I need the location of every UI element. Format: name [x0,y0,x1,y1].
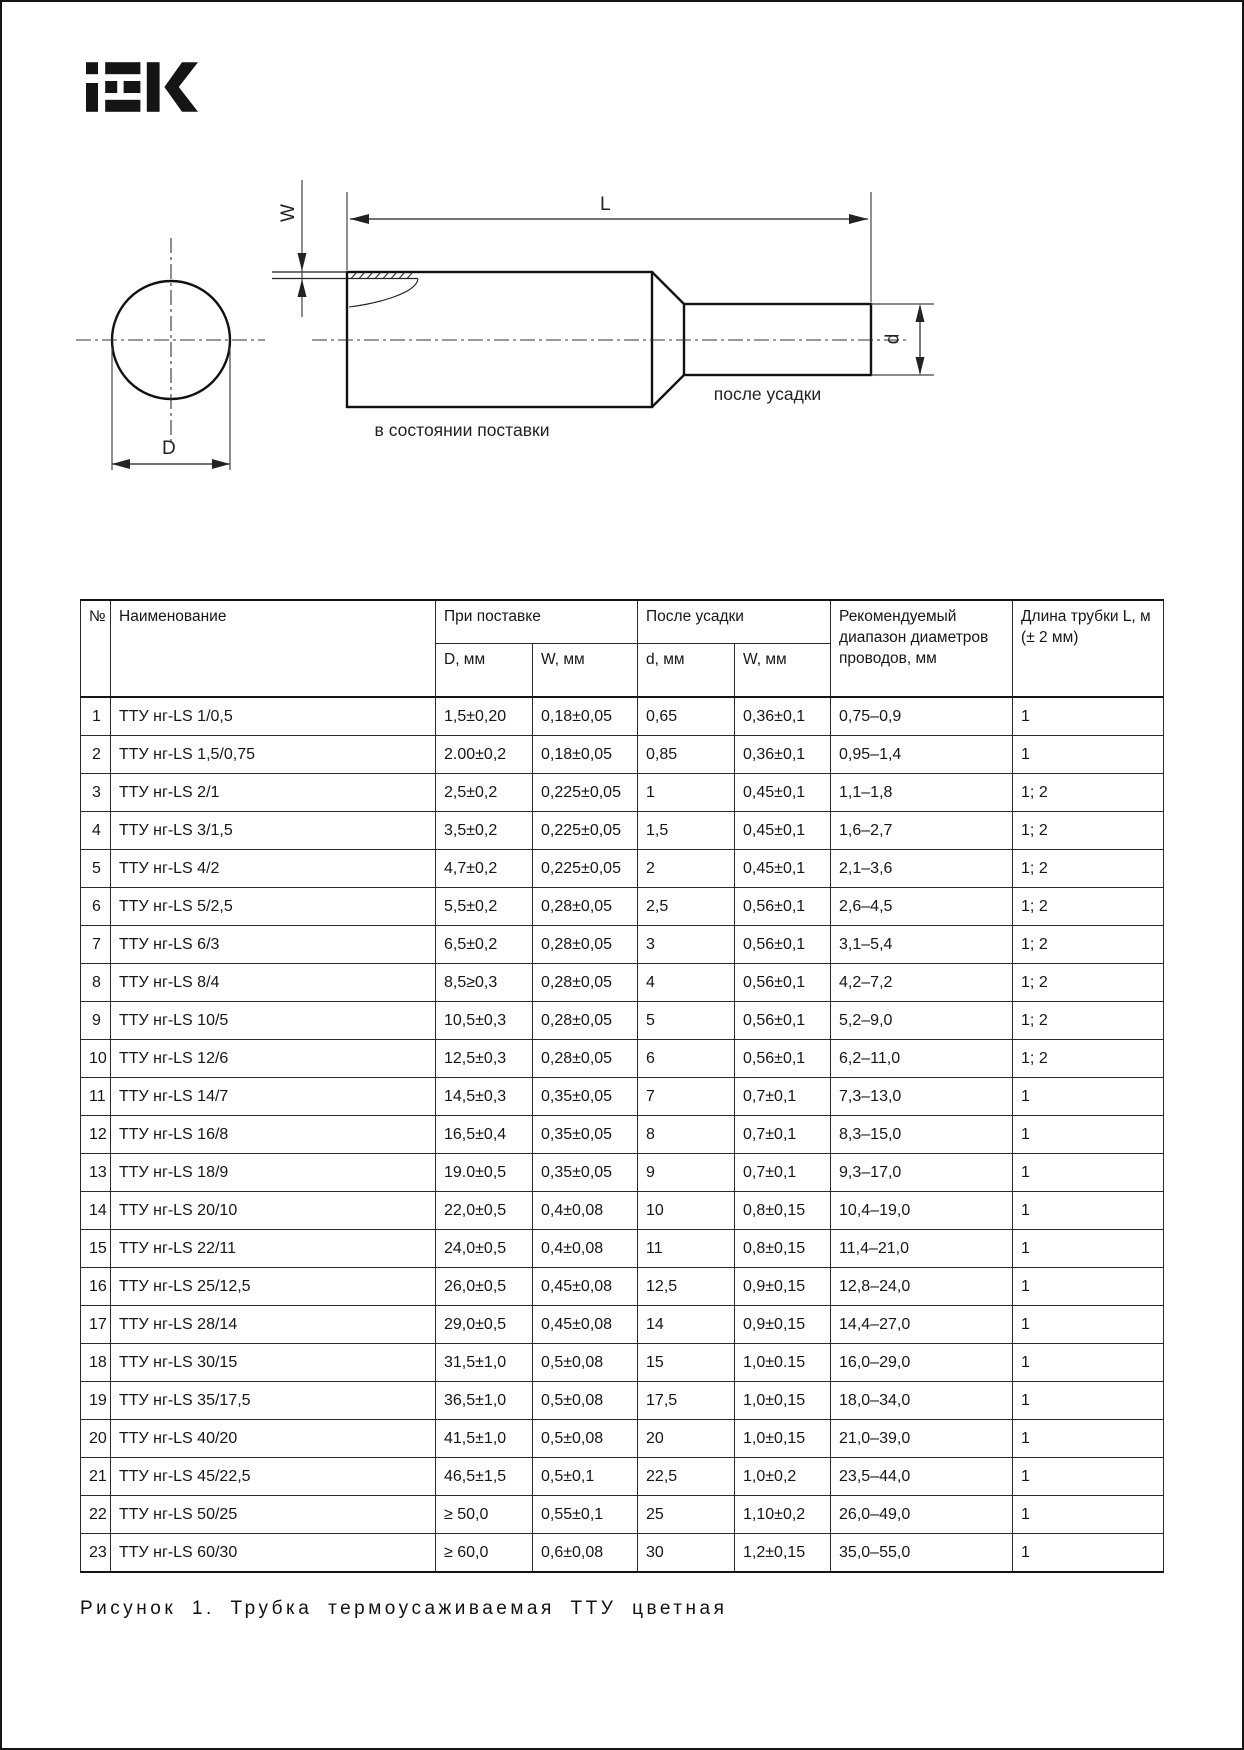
cell-W-after: 0,36±0,1 [735,736,831,774]
table-row [81,1458,1164,1496]
cell-num: 2 [81,736,111,774]
cell-D-delivery: 24,0±0,5 [436,1230,533,1268]
cell-num: 6 [81,888,111,926]
cell-range: 16,0–29,0 [831,1344,1013,1382]
cell-length: 1 [1013,1078,1164,1116]
cell-length: 1 [1013,1154,1164,1192]
cell-name: ТТУ нг-LS 1/0,5 [111,697,436,736]
cell-length: 1; 2 [1013,964,1164,1002]
cell-D-delivery: 31,5±1,0 [436,1344,533,1382]
cell-name: ТТУ нг-LS 18/9 [111,1154,436,1192]
cell-range: 12,8–24,0 [831,1268,1013,1306]
cell-length: 1 [1013,1382,1164,1420]
table-row [81,1192,1164,1230]
cell-d-after: 10 [638,1192,735,1230]
cell-num: 16 [81,1268,111,1306]
cell-d-after: 3 [638,926,735,964]
cell-W-delivery: 0,28±0,05 [533,964,638,1002]
cell-D-delivery: 10,5±0,3 [436,1002,533,1040]
cell-length: 1 [1013,1534,1164,1573]
table-row [81,697,1164,736]
cell-W-after: 0,56±0,1 [735,1002,831,1040]
cell-W-after: 0,8±0,15 [735,1230,831,1268]
cell-length: 1 [1013,1306,1164,1344]
cell-D-delivery: 8,5≥0,3 [436,964,533,1002]
table-row [81,1154,1164,1192]
cell-name: ТТУ нг-LS 25/12,5 [111,1268,436,1306]
cell-W-delivery: 0,45±0,08 [533,1268,638,1306]
cell-W-after: 0,7±0,1 [735,1078,831,1116]
cell-length: 1; 2 [1013,888,1164,926]
cell-W-after: 0,7±0,1 [735,1116,831,1154]
header-d-mm: d, мм [638,644,735,698]
dim-label-d-small: d [882,333,904,345]
cell-num: 13 [81,1154,111,1192]
cell-num: 15 [81,1230,111,1268]
cell-length: 1 [1013,736,1164,774]
cell-d-after: 0,85 [638,736,735,774]
cell-d-after: 14 [638,1306,735,1344]
table-row [81,1496,1164,1534]
cell-D-delivery: ≥ 50,0 [436,1496,533,1534]
cell-range: 18,0–34,0 [831,1382,1013,1420]
cell-range: 1,1–1,8 [831,774,1013,812]
cell-name: ТТУ нг-LS 60/30 [111,1534,436,1573]
cell-num: 18 [81,1344,111,1382]
cell-D-delivery: 12,5±0,3 [436,1040,533,1078]
cell-W-delivery: 0,18±0,05 [533,697,638,736]
cell-d-after: 4 [638,964,735,1002]
table-row [81,926,1164,964]
table-row [81,1268,1164,1306]
cell-num: 5 [81,850,111,888]
cell-name: ТТУ нг-LS 6/3 [111,926,436,964]
cell-num: 12 [81,1116,111,1154]
dim-label-w: W [277,204,299,222]
cell-d-after: 25 [638,1496,735,1534]
cell-W-delivery: 0,5±0,1 [533,1458,638,1496]
cell-range: 35,0–55,0 [831,1534,1013,1573]
cell-name: ТТУ нг-LS 35/17,5 [111,1382,436,1420]
cell-D-delivery: 2,5±0,2 [436,774,533,812]
cell-W-after: 0,45±0,1 [735,850,831,888]
cell-name: ТТУ нг-LS 50/25 [111,1496,436,1534]
cell-d-after: 8 [638,1116,735,1154]
cell-length: 1 [1013,1192,1164,1230]
cell-name: ТТУ нг-LS 22/11 [111,1230,436,1268]
cell-length: 1; 2 [1013,774,1164,812]
cell-d-after: 0,65 [638,697,735,736]
cell-d-after: 17,5 [638,1382,735,1420]
cell-range: 2,1–3,6 [831,850,1013,888]
table-row [81,1534,1164,1573]
cell-range: 21,0–39,0 [831,1420,1013,1458]
cell-d-after: 20 [638,1420,735,1458]
cell-num: 23 [81,1534,111,1573]
cell-range: 5,2–9,0 [831,1002,1013,1040]
header-after-shrink: После усадки [638,600,831,644]
cell-W-delivery: 0,28±0,05 [533,926,638,964]
cell-W-after: 0,56±0,1 [735,964,831,1002]
header-recommended-range: Рекомендуемый диапазон диаметров проводов, мм [831,600,1013,697]
header-tube-length: Длина трубки L, м (± 2 мм) [1013,600,1164,697]
cell-W-after: 0,45±0,1 [735,774,831,812]
cell-W-delivery: 0,28±0,05 [533,1002,638,1040]
cell-range: 4,2–7,2 [831,964,1013,1002]
cell-range: 7,3–13,0 [831,1078,1013,1116]
cell-d-after: 9 [638,1154,735,1192]
cell-length: 1 [1013,1458,1164,1496]
table-row [81,1230,1164,1268]
cell-range: 11,4–21,0 [831,1230,1013,1268]
cell-range: 23,5–44,0 [831,1458,1013,1496]
cell-num: 19 [81,1382,111,1420]
table-row [81,812,1164,850]
cell-D-delivery: 41,5±1,0 [436,1420,533,1458]
dim-label-l: L [600,194,611,215]
cell-D-delivery: 22,0±0,5 [436,1192,533,1230]
cell-length: 1; 2 [1013,850,1164,888]
cell-num: 20 [81,1420,111,1458]
cell-range: 0,75–0,9 [831,697,1013,736]
figure-caption: Рисунок 1. Трубка термоусаживаемая ТТУ цветная [80,1598,728,1619]
cell-W-delivery: 0,28±0,05 [533,888,638,926]
cell-name: ТТУ нг-LS 8/4 [111,964,436,1002]
header-W-mm-delivery: W, мм [533,644,638,698]
cell-W-delivery: 0,5±0,08 [533,1344,638,1382]
cell-name: ТТУ нг-LS 10/5 [111,1002,436,1040]
table-row [81,774,1164,812]
cell-W-after: 0,8±0,15 [735,1192,831,1230]
cell-W-after: 0,45±0,1 [735,812,831,850]
cell-length: 1 [1013,1230,1164,1268]
cell-D-delivery: 6,5±0,2 [436,926,533,964]
cell-W-delivery: 0,225±0,05 [533,774,638,812]
cell-length: 1; 2 [1013,1040,1164,1078]
cell-num: 10 [81,1040,111,1078]
cell-W-delivery: 0,5±0,08 [533,1420,638,1458]
cell-W-delivery: 0,35±0,05 [533,1116,638,1154]
cell-length: 1; 2 [1013,926,1164,964]
cell-range: 6,2–11,0 [831,1040,1013,1078]
cell-W-after: 1,0±0,15 [735,1420,831,1458]
cell-D-delivery: 29,0±0,5 [436,1306,533,1344]
cell-range: 14,4–27,0 [831,1306,1013,1344]
cell-W-after: 1,0±0.15 [735,1344,831,1382]
cell-length: 1 [1013,697,1164,736]
cell-num: 17 [81,1306,111,1344]
cell-range: 2,6–4,5 [831,888,1013,926]
cell-d-after: 30 [638,1534,735,1573]
cell-W-after: 0,9±0,15 [735,1306,831,1344]
header-num: № [81,600,111,697]
cell-d-after: 5 [638,1002,735,1040]
cell-d-after: 12,5 [638,1268,735,1306]
cell-d-after: 22,5 [638,1458,735,1496]
cell-W-delivery: 0,55±0,1 [533,1496,638,1534]
cell-name: ТТУ нг-LS 20/10 [111,1192,436,1230]
cell-W-delivery: 0,35±0,05 [533,1154,638,1192]
cell-W-delivery: 0,28±0,05 [533,1040,638,1078]
cell-length: 1 [1013,1496,1164,1534]
label-after-shrink: после усадки [713,384,822,404]
cell-name: ТТУ нг-LS 16/8 [111,1116,436,1154]
cell-range: 8,3–15,0 [831,1116,1013,1154]
cell-range: 1,6–2,7 [831,812,1013,850]
cell-W-delivery: 0,225±0,05 [533,812,638,850]
cell-W-delivery: 0,18±0,05 [533,736,638,774]
cell-W-after: 0,56±0,1 [735,926,831,964]
cell-W-after: 1,0±0,2 [735,1458,831,1496]
cell-name: ТТУ нг-LS 28/14 [111,1306,436,1344]
table-row [81,1306,1164,1344]
cell-d-after: 1 [638,774,735,812]
table-row [81,1344,1164,1382]
cell-W-delivery: 0,4±0,08 [533,1230,638,1268]
cell-W-delivery: 0,225±0,05 [533,850,638,888]
dim-label-d-big: D [162,438,176,459]
technical-drawing [2,2,1244,522]
spec-table-body [81,697,1164,1572]
cell-D-delivery: 46,5±1,5 [436,1458,533,1496]
cell-length: 1 [1013,1268,1164,1306]
cell-W-delivery: 0,45±0,08 [533,1306,638,1344]
table-row [81,1116,1164,1154]
cell-num: 7 [81,926,111,964]
table-row [81,850,1164,888]
cell-length: 1 [1013,1116,1164,1154]
cell-D-delivery: 26,0±0,5 [436,1268,533,1306]
cell-name: ТТУ нг-LS 3/1,5 [111,812,436,850]
cell-W-after: 0,56±0,1 [735,888,831,926]
cell-name: ТТУ нг-LS 40/20 [111,1420,436,1458]
table-row [81,1382,1164,1420]
cell-d-after: 11 [638,1230,735,1268]
cell-W-after: 0,7±0,1 [735,1154,831,1192]
cell-name: ТТУ нг-LS 2/1 [111,774,436,812]
cell-length: 1; 2 [1013,812,1164,850]
cell-range: 0,95–1,4 [831,736,1013,774]
table-row [81,888,1164,926]
cell-length: 1 [1013,1344,1164,1382]
cell-num: 1 [81,697,111,736]
cell-range: 26,0–49,0 [831,1496,1013,1534]
table-row [81,1078,1164,1116]
header-D-mm: D, мм [436,644,533,698]
cell-W-after: 0,56±0,1 [735,1040,831,1078]
cell-name: ТТУ нг-LS 4/2 [111,850,436,888]
label-delivery-state: в состоянии поставки [374,420,550,440]
cell-d-after: 2 [638,850,735,888]
cell-W-after: 1,0±0,15 [735,1382,831,1420]
spec-table [80,599,1164,1573]
cell-length: 1; 2 [1013,1002,1164,1040]
cell-range: 10,4–19,0 [831,1192,1013,1230]
cell-d-after: 6 [638,1040,735,1078]
cell-W-after: 1,10±0,2 [735,1496,831,1534]
cell-W-delivery: 0,6±0,08 [533,1534,638,1573]
cell-range: 9,3–17,0 [831,1154,1013,1192]
cell-range: 3,1–5,4 [831,926,1013,964]
cell-W-after: 0,9±0,15 [735,1268,831,1306]
header-W-mm-after: W, мм [735,644,831,698]
cell-W-after: 0,36±0,1 [735,697,831,736]
cell-W-delivery: 0,35±0,05 [533,1078,638,1116]
cell-name: ТТУ нг-LS 1,5/0,75 [111,736,436,774]
spec-table-header [81,600,1164,697]
table-row [81,1040,1164,1078]
cell-d-after: 1,5 [638,812,735,850]
cell-name: ТТУ нг-LS 30/15 [111,1344,436,1382]
cell-name: ТТУ нг-LS 5/2,5 [111,888,436,926]
cell-num: 22 [81,1496,111,1534]
cell-num: 8 [81,964,111,1002]
cell-num: 9 [81,1002,111,1040]
cell-D-delivery: 14,5±0,3 [436,1078,533,1116]
cell-D-delivery: 16,5±0,4 [436,1116,533,1154]
cell-d-after: 7 [638,1078,735,1116]
drawing-lines [62,152,962,492]
header-at-delivery: При поставке [436,600,638,644]
table-row [81,1420,1164,1458]
table-row [81,736,1164,774]
cell-D-delivery: ≥ 60,0 [436,1534,533,1573]
cell-num: 3 [81,774,111,812]
cell-num: 11 [81,1078,111,1116]
cell-W-after: 1,2±0,15 [735,1534,831,1573]
cell-D-delivery: 1,5±0,20 [436,697,533,736]
cell-num: 21 [81,1458,111,1496]
cell-D-delivery: 19.0±0,5 [436,1154,533,1192]
cell-D-delivery: 4,7±0,2 [436,850,533,888]
cell-D-delivery: 36,5±1,0 [436,1382,533,1420]
cell-D-delivery: 3,5±0,2 [436,812,533,850]
cell-d-after: 15 [638,1344,735,1382]
table-row [81,1002,1164,1040]
cell-num: 14 [81,1192,111,1230]
cell-W-delivery: 0,4±0,08 [533,1192,638,1230]
header-name: Наименование [111,600,436,697]
table-row [81,964,1164,1002]
cell-name: ТТУ нг-LS 12/6 [111,1040,436,1078]
cell-length: 1 [1013,1420,1164,1458]
cell-name: ТТУ нг-LS 45/22,5 [111,1458,436,1496]
cell-W-delivery: 0,5±0,08 [533,1382,638,1420]
cell-D-delivery: 5,5±0,2 [436,888,533,926]
cell-name: ТТУ нг-LS 14/7 [111,1078,436,1116]
cell-num: 4 [81,812,111,850]
cell-D-delivery: 2.00±0,2 [436,736,533,774]
cell-d-after: 2,5 [638,888,735,926]
